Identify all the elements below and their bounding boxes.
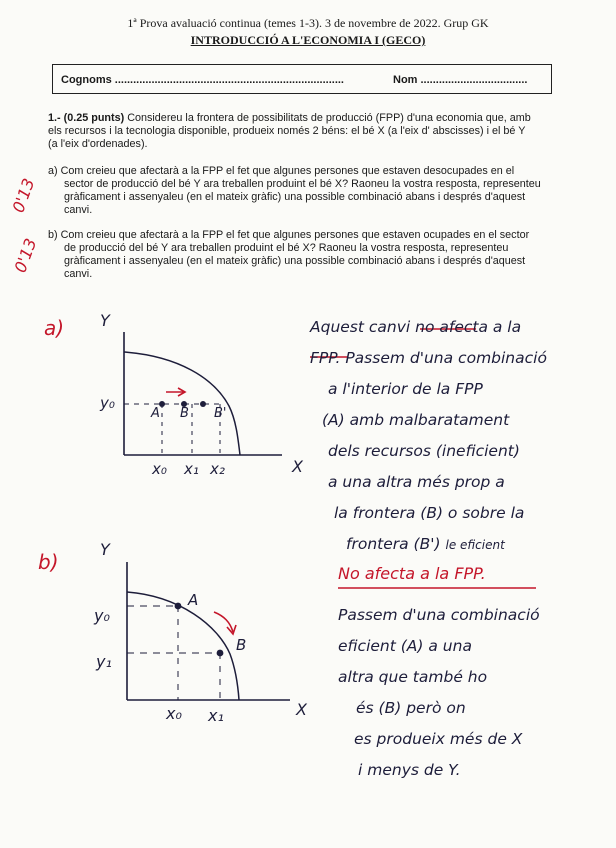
graph-a-y0-label: y₀ [100, 394, 115, 412]
graph-a-x1-label: x₁ [184, 460, 199, 478]
graph-a [124, 332, 282, 455]
question-a-line-4: canvi. [64, 204, 93, 216]
graph-b-point-b-label: B [236, 636, 247, 654]
answer-a-line-8 [310, 529, 610, 561]
graph-a-point-b-prime [200, 401, 206, 407]
answer-a-line-7: la frontera (B) o sobre la [334, 504, 525, 522]
graph-b-y1-label: y₁ [96, 652, 112, 671]
answer-b-line-7: i menys de Y. [358, 761, 461, 779]
grade-b: 0'13 [10, 235, 41, 276]
graph-a-x-label: X [292, 457, 303, 476]
question-number: 1.- [48, 112, 64, 124]
graph-b [127, 562, 290, 700]
answer-a-label: a) [44, 316, 65, 340]
surname-field[interactable]: Cognoms ........................................................................... [61, 74, 344, 86]
answer-b-line-6: es produeix més de X [354, 730, 523, 748]
answer-a-line-8-text: frontera (B') [346, 535, 441, 553]
answer-a-line-5: dels recursos (ineficient) [328, 442, 520, 460]
answer-b-label: b) [38, 550, 59, 574]
graph-a-y-label: Y [100, 311, 110, 330]
answer-b-line-2: Passem d'una combinació [338, 606, 540, 624]
graph-b-x0-label: x₀ [166, 704, 182, 723]
answer-b-line-4: altra que també ho [338, 668, 488, 686]
graph-a-point-b-prime-label: B' [214, 406, 227, 421]
answer-a-line-6: a una altra més prop a [328, 473, 505, 491]
name-field[interactable]: Nom ................................... [393, 74, 528, 86]
question-a-line-3: gràficament i assenyaleu (en el mateix gràfic) una possible combinació abans i després d'aquest [64, 191, 526, 203]
graph-b-arrow [214, 612, 233, 632]
question-a-line-2: sector de producció del bé Y ara treballen produint el bé X? Raoneu la vostra resposta, representeu [64, 178, 541, 190]
exam-header-line: 1ª Prova avaluació continua (temes 1-3). 3 de novembre de 2022. Grup GK [127, 16, 489, 30]
answer-a-line-2: FPP. Passem d'una combinació [310, 349, 547, 367]
question-b-line-4: canvi. [64, 268, 93, 280]
intro-line-3: (a l'eix d'ordenades). [48, 138, 148, 150]
graph-b-y0-label: y₀ [94, 606, 110, 625]
graph-b-x1-label: x₁ [208, 706, 224, 725]
graph-b-y-label: Y [100, 540, 110, 559]
course-title: INTRODUCCIÓ A L'ECONOMIA I (GECO) [190, 33, 426, 47]
question-a-line-1: a) Com creieu que afectarà a la FPP el fet que algunes persones que estaven desocupades en el [48, 165, 515, 177]
question-points: (0.25 punts) [63, 112, 125, 124]
question-b-line-1: b) Com creieu que afectarà a la FPP el fet que algunes persones que estaven ocupades en el sector [48, 229, 530, 241]
intro-line-1: Considereu la frontera de possibilitats de producció (FPP) d'una economia que, amb [124, 112, 531, 124]
answer-b-text [338, 600, 608, 786]
answer-b-line-1: No afecta a la FPP. [338, 564, 486, 583]
grade-a: 0'13 [8, 175, 39, 216]
answer-b-line-5: és (B) però on [356, 699, 466, 717]
graph-b-point-b [217, 650, 224, 657]
graph-b-point-a-label: A [188, 591, 199, 609]
answer-a-line-9: le eficient [445, 538, 505, 552]
intro-line-2: els recursos i la tecnologia disponible, produeix només 2 béns: el bé X (a l'eix d' abscisses) i el bé Y [48, 125, 526, 137]
answer-a-text [310, 312, 610, 561]
answer-a-line-1: Aquest canvi no afecta a la [310, 318, 522, 336]
graph-b-point-a [175, 603, 182, 610]
answer-a-line-4: (A) amb malbaratament [322, 411, 510, 429]
graph-a-point-a-label: A [151, 406, 160, 421]
graph-a-point-b-label: B [180, 406, 189, 421]
graph-a-x0-label: x₀ [152, 460, 167, 478]
question-b-line-2: de producció del bé Y ara treballen produint el bé X? Raoneu la vostra resposta, representeu [64, 242, 509, 254]
answer-a-line-3: a l'interior de la FPP [328, 380, 483, 398]
graph-b-x-label: X [296, 700, 307, 719]
answer-b-line-3: eficient (A) a una [338, 637, 472, 655]
question-b-line-3: gràficament i assenyaleu (en el mateix gràfic) una possible combinació abans i després d'aquest [64, 255, 526, 267]
graph-a-x2-label: x₂ [210, 460, 225, 478]
graph-b-fpp-curve [127, 592, 239, 700]
